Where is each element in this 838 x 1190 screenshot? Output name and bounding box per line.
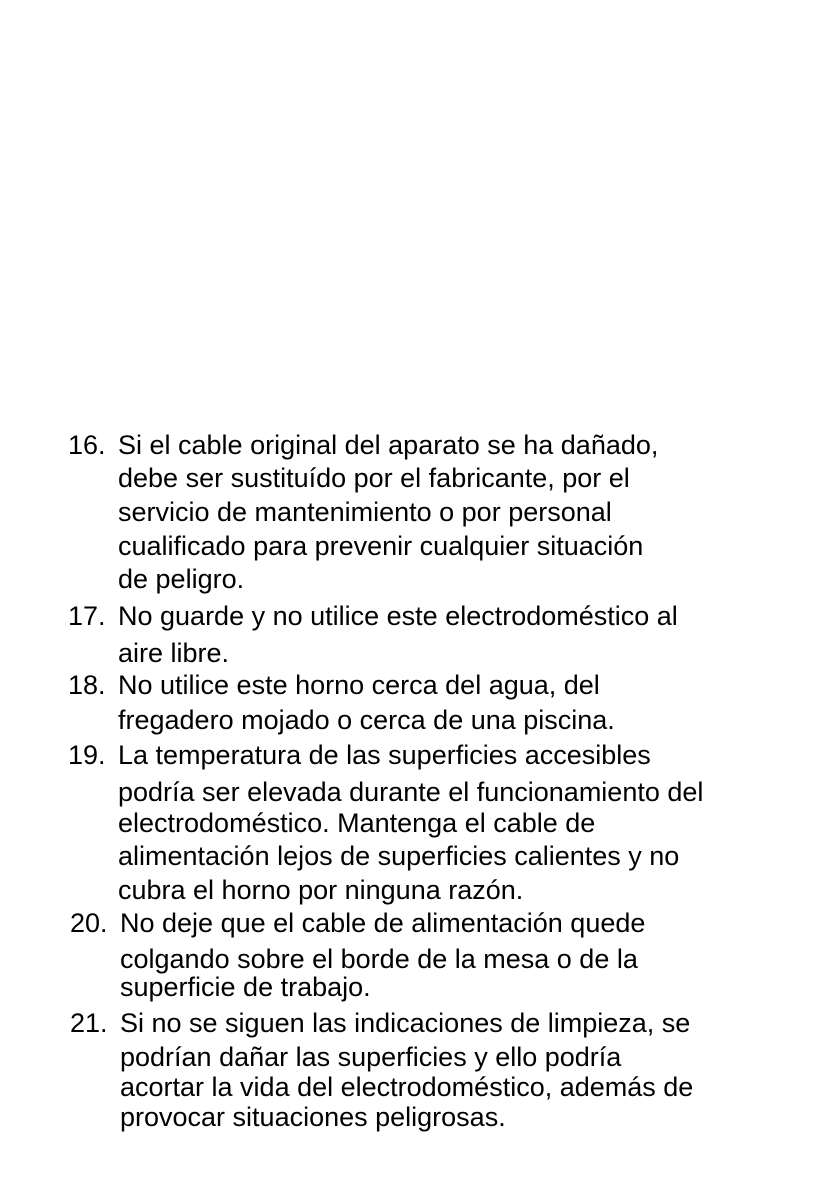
- item-number: 16.: [68, 430, 106, 460]
- item-text-line: servicio de mantenimiento o por personal: [118, 497, 612, 527]
- item-text-line: debe ser sustituído por el fabricante, por el: [118, 463, 630, 493]
- item-text-line: Si no se siguen las indicaciones de limpieza, se: [120, 1008, 691, 1038]
- item-text-line: provocar situaciones peligrosas.: [120, 1102, 506, 1132]
- item-text-line: La temperatura de las superficies accesibles: [118, 740, 651, 770]
- item-text-line: de peligro.: [118, 564, 245, 594]
- item-text-line: electrodoméstico. Mantenga el cable de: [118, 808, 596, 838]
- item-text-line: alimentación lejos de superficies calientes y no: [118, 841, 680, 871]
- item-text-line: cualificado para prevenir cualquier situación: [118, 531, 644, 561]
- item-number: 18.: [68, 670, 106, 700]
- item-number: 21.: [70, 1008, 108, 1038]
- item-text-line: acortar la vida del electrodoméstico, además de: [120, 1072, 694, 1102]
- item-text-line: cubra el horno por ninguna razón.: [118, 875, 524, 905]
- item-text-line: Si el cable original del aparato se ha dañado,: [118, 430, 659, 460]
- item-text-line: podrían dañar las superficies y ello podría: [120, 1042, 622, 1072]
- item-text-line: podría ser elevada durante el funcionamiento del: [118, 777, 704, 807]
- item-text-line: No utilice este horno cerca del agua, del: [118, 670, 600, 700]
- item-number: 17.: [68, 601, 106, 631]
- item-number: 19.: [68, 740, 106, 770]
- item-text-line: No guarde y no utilice este electrodoméstico al: [118, 601, 678, 631]
- item-text-line: colgando sobre el borde de la mesa o de la: [120, 944, 638, 974]
- item-text-line: aire libre.: [118, 638, 230, 668]
- item-text-line: fregadero mojado o cerca de una piscina.: [118, 705, 615, 735]
- item-number: 20.: [70, 908, 108, 938]
- item-text-line: superficie de trabajo.: [120, 972, 371, 1002]
- item-text-line: No deje que el cable de alimentación quede: [120, 908, 646, 938]
